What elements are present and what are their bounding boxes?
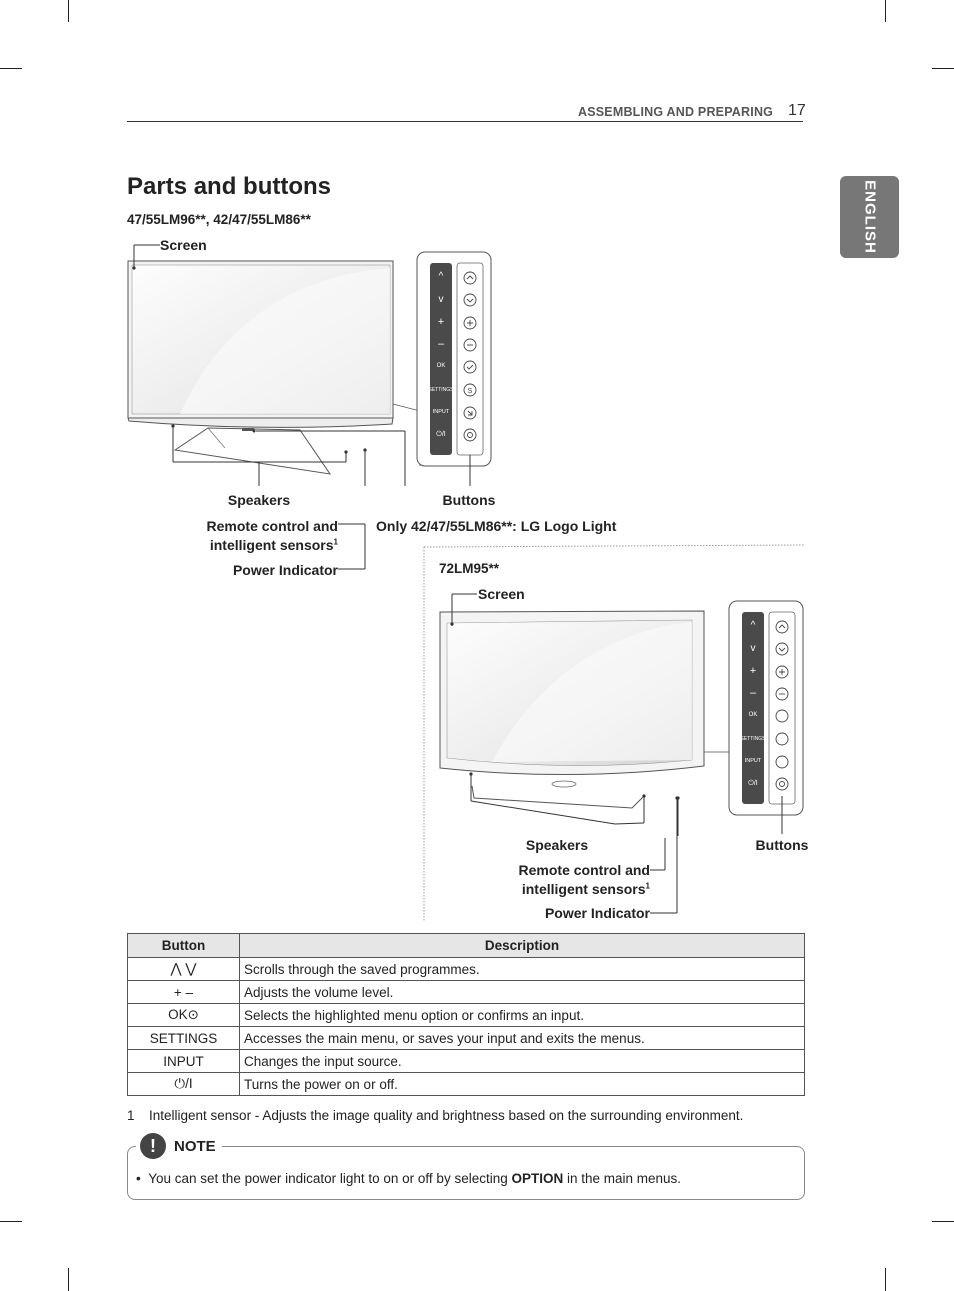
panel2-power: ⏻/I bbox=[748, 780, 758, 787]
model2-sensors-label-line1: Remote control and bbox=[518, 862, 650, 878]
model2-screen-label: Screen bbox=[478, 586, 525, 602]
model2-sensors-label-line2: intelligent sensors$^1$ bbox=[521, 881, 650, 897]
panel2-touch-icons bbox=[772, 617, 792, 792]
panel1-down: v bbox=[438, 294, 444, 305]
table-row bbox=[128, 1027, 805, 1050]
svg-text:S: S bbox=[467, 388, 473, 395]
panel1-ok: OK bbox=[436, 363, 446, 369]
footnote-number: 1 bbox=[127, 1108, 135, 1123]
note-header bbox=[136, 1133, 222, 1159]
exclamation-icon: ! bbox=[140, 1133, 166, 1159]
model1-power-label: Power Indicator bbox=[232, 562, 338, 578]
table-row bbox=[128, 1004, 805, 1027]
panel1-power: ⏻/I bbox=[436, 431, 446, 438]
description-cell: Scrolls through the saved programmes. bbox=[240, 958, 805, 981]
button-cell: INPUT bbox=[128, 1050, 240, 1073]
model2-speakers-label: Speakers bbox=[525, 837, 589, 853]
model1-buttons-label: Buttons bbox=[442, 492, 496, 508]
panel1-up: ^ bbox=[438, 271, 444, 282]
panel1-settings: SETTINGS bbox=[428, 387, 454, 393]
model1-sensor-leaders bbox=[336, 520, 376, 580]
crop-mark bbox=[68, 1268, 69, 1291]
table-row bbox=[128, 981, 805, 1004]
description-cell: Selects the highlighted menu option or confirms an input. bbox=[240, 1004, 805, 1027]
model2-sensor-leaders bbox=[648, 790, 688, 920]
footnote bbox=[127, 1108, 743, 1123]
model2-heading: 72LM95** bbox=[439, 561, 500, 576]
note-text: • You can set the power indicator light to on or off by selecting OPTION in the main menus. bbox=[136, 1171, 682, 1186]
model1-screen-label: Screen bbox=[160, 237, 207, 253]
model1-heading: 47/55LM96**, 42/47/55LM86** bbox=[127, 212, 311, 227]
section-header: ASSEMBLING AND PREPARING bbox=[578, 105, 774, 119]
language-tab-label: ENGLISH bbox=[861, 180, 879, 254]
crop-mark bbox=[932, 68, 954, 69]
panel1-minus: – bbox=[437, 338, 445, 350]
crop-mark bbox=[885, 1268, 886, 1291]
description-cell: Turns the power on or off. bbox=[240, 1073, 805, 1096]
description-cell: Changes the input source. bbox=[240, 1050, 805, 1073]
button-cell: + – bbox=[128, 981, 240, 1004]
button-cell: SETTINGS bbox=[128, 1027, 240, 1050]
page-title: Parts and buttons bbox=[127, 173, 332, 200]
model1-speakers-label: Speakers bbox=[227, 492, 291, 508]
crop-mark bbox=[68, 0, 69, 22]
crop-mark bbox=[0, 1221, 22, 1222]
header-rule bbox=[127, 121, 803, 122]
crop-mark bbox=[0, 68, 22, 69]
panel2-ok: OK bbox=[748, 712, 758, 718]
panel2-up: ^ bbox=[750, 620, 756, 631]
model2-power-label: Power Indicator bbox=[544, 905, 650, 921]
model1-sensors-label-line1: Remote control and bbox=[206, 518, 338, 534]
panel1-plus: + bbox=[437, 316, 445, 328]
panel2-settings: SETTINGS bbox=[740, 736, 766, 742]
description-cell: Adjusts the volume level. bbox=[240, 981, 805, 1004]
crop-mark bbox=[885, 0, 886, 22]
table-row bbox=[128, 958, 805, 981]
panel1-touch-icons bbox=[460, 268, 480, 443]
crop-mark bbox=[932, 1221, 954, 1222]
model1-logo-light-label: Only 42/47/55LM86**: LG Logo Light bbox=[376, 518, 617, 534]
option-keyword: OPTION bbox=[511, 1171, 564, 1186]
description-cell: Accesses the main menu, or saves your input and exits the menus. bbox=[240, 1027, 805, 1050]
note-title: NOTE bbox=[174, 1137, 216, 1155]
panel2-down: v bbox=[750, 643, 756, 654]
panel2-minus: – bbox=[749, 687, 757, 699]
panel1-input: INPUT bbox=[432, 409, 450, 415]
page-number: 17 bbox=[788, 102, 806, 119]
footnote-text: Intelligent sensor - Adjusts the image quality and brightness based on the surrounding environment. bbox=[149, 1108, 744, 1123]
model2-buttons-label: Buttons bbox=[755, 837, 809, 853]
model1-sensors-label-line2: intelligent sensors$^1$ bbox=[209, 537, 338, 553]
table-header-row bbox=[128, 934, 805, 958]
table-header-description: Description bbox=[240, 934, 805, 958]
button-cell: OK⊙ bbox=[128, 1004, 240, 1027]
table-row bbox=[128, 1073, 805, 1096]
table-header-button: Button bbox=[128, 934, 240, 958]
table-row bbox=[128, 1050, 805, 1073]
panel2-input: INPUT bbox=[744, 758, 762, 764]
panel2-plus: + bbox=[749, 665, 757, 677]
note-bullet: • bbox=[136, 1171, 141, 1186]
button-cell: ⋀ ⋁ bbox=[128, 958, 240, 981]
buttons-table bbox=[127, 933, 805, 1096]
button-cell: ⏻/I bbox=[128, 1073, 240, 1096]
